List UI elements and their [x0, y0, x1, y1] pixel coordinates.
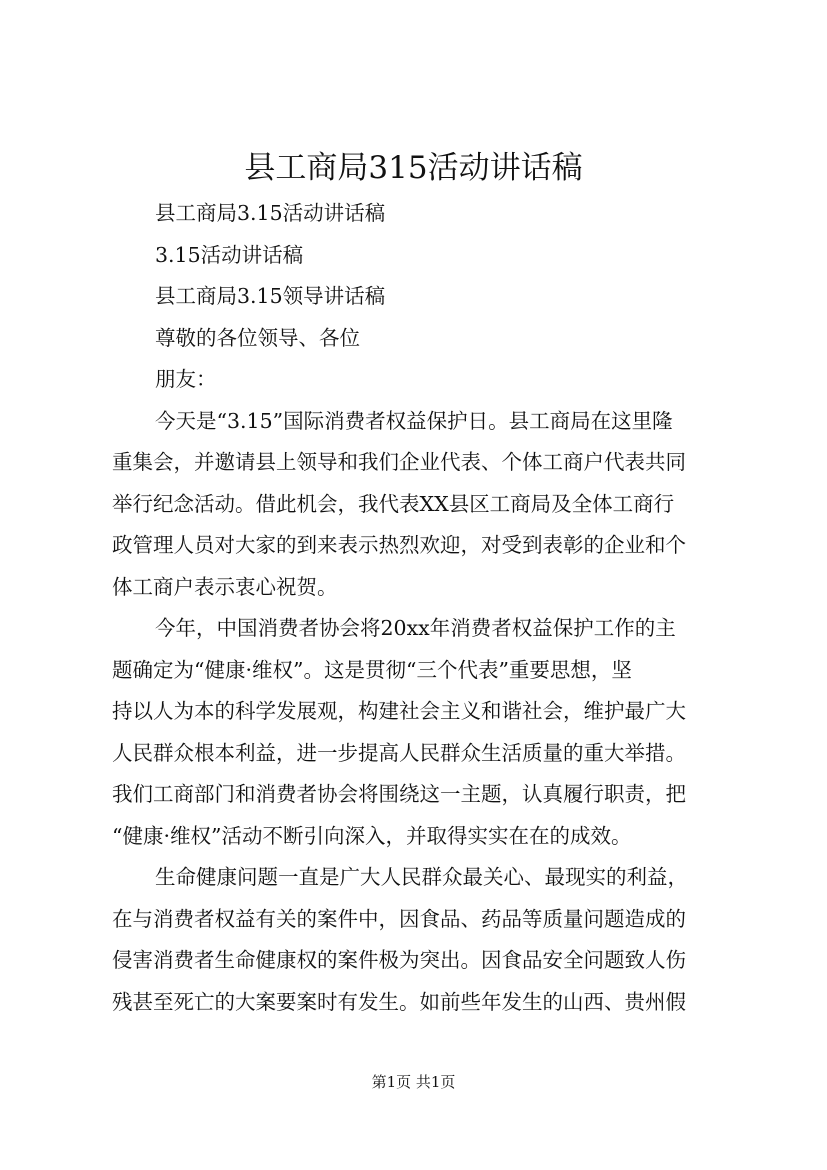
text-line: 3.15活动讲话稿: [155, 242, 304, 267]
document-body: [112, 193, 712, 1023]
text-line: 县工商局3.15领导讲话稿: [155, 284, 386, 308]
text-line: 今年，中国消费者协会将20xx年消费者权益保护工作的主: [155, 616, 676, 640]
text-line: 残甚至死亡的大案要案时有发生。如前些年发生的山西、贵州假: [112, 989, 686, 1014]
document-title: 县工商局315活动讲话稿: [244, 150, 583, 186]
page-footer: 第1页 共1页: [371, 1073, 456, 1091]
text-line: 体工商户表示衷心祝贺。: [112, 574, 338, 599]
text-line: 在与消费者权益有关的案件中，因食品、药品等质量问题造成的: [112, 906, 686, 931]
text-line: 侵害消费者生命健康权的案件极为突出。因食品安全问题致人伤: [112, 948, 686, 972]
text-line: 今天是“3.15”国际消费者权益保护日。县工商局在这里隆: [155, 408, 673, 433]
text-line: 朋友：: [155, 367, 217, 391]
text-line: 题确定为“健康·维权”。这是贯彻“三个代表”重要思想，坚: [112, 657, 632, 682]
text-line: “健康·维权”活动不断引向深入，并取得实实在在的成效。: [112, 823, 632, 848]
text-line: 人民群众根本利益，进一步提高人民群众生活质量的重大举措。: [112, 740, 686, 765]
text-line: 持以人为本的科学发展观，构建社会主义和谐社会，维护最广大: [112, 699, 686, 723]
text-line: 重集会，并邀请县上领导和我们企业代表、个体工商户代表共同: [112, 450, 686, 474]
text-line: 政管理人员对大家的到来表示热烈欢迎，对受到表彰的企业和个: [112, 533, 686, 557]
text-line: 我们工商部门和消费者协会将围绕这一主题，认真履行职责，把: [112, 782, 686, 806]
text-line: 举行纪念活动。借此机会，我代表XX县区工商局及全体工商行: [112, 491, 675, 516]
text-line: 尊敬的各位领导、各位: [155, 325, 360, 350]
text-line: 县工商局3.15活动讲话稿: [155, 201, 386, 225]
text-line: 生命健康问题一直是广大人民群众最关心、最现实的利益，: [155, 865, 688, 889]
